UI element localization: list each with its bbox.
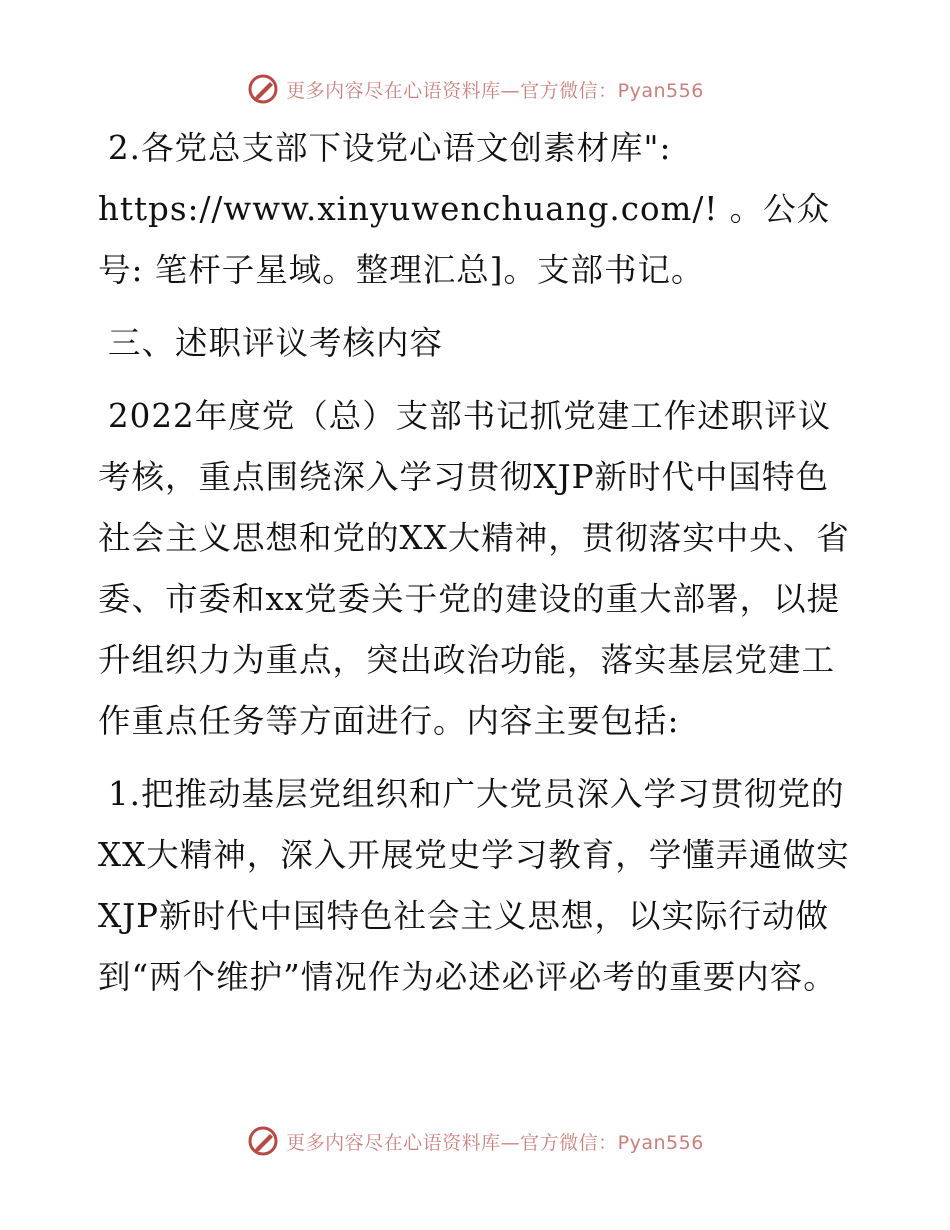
paragraph-assessment-overview: 2022年度党（总）支部书记抓党建工作述职评议考核，重点围绕深入学习贯彻XJP新时代中国特色社会主义思想和党的XX大精神，贯彻落实中央、省委、市委和xx党委关于党的建设的重大部署，以提升组织力为重点，突出政治功能，落实基层党建工作重点任务等方面进行。内容主要包括: — [98, 397, 850, 740]
paragraph-url-note: https://www.xinyuwenchuang.com/! 。公众号: 笔杆子星域。整理汇总]。支部书记。 — [98, 190, 831, 289]
pen-logo-icon — [246, 72, 280, 106]
header-watermark — [0, 72, 950, 106]
paragraph-item-1: 1.把推动基层党组织和广大党员深入学习贯彻党的XX大精神，深入开展党史学习教育，学懂弄通做实XJP新时代中国特色社会主义思想，以实际行动做到“两个维护”情况作为必述必评必考的重要内容。 — [98, 775, 850, 996]
watermark-text: 更多内容尽在心语资料库—官方微信：Pyan556 — [286, 79, 704, 102]
pen-logo-icon — [246, 1124, 280, 1158]
watermark-text: 更多内容尽在心语资料库—官方微信：Pyan556 — [286, 1131, 704, 1154]
footer-watermark — [0, 1124, 950, 1158]
document-body — [98, 118, 858, 1020]
section-heading-assessment: 三、述职评议考核内容 — [108, 324, 444, 362]
paragraph-branch-library: 2.各党总支部下设党心语文创素材库": — [108, 129, 672, 167]
